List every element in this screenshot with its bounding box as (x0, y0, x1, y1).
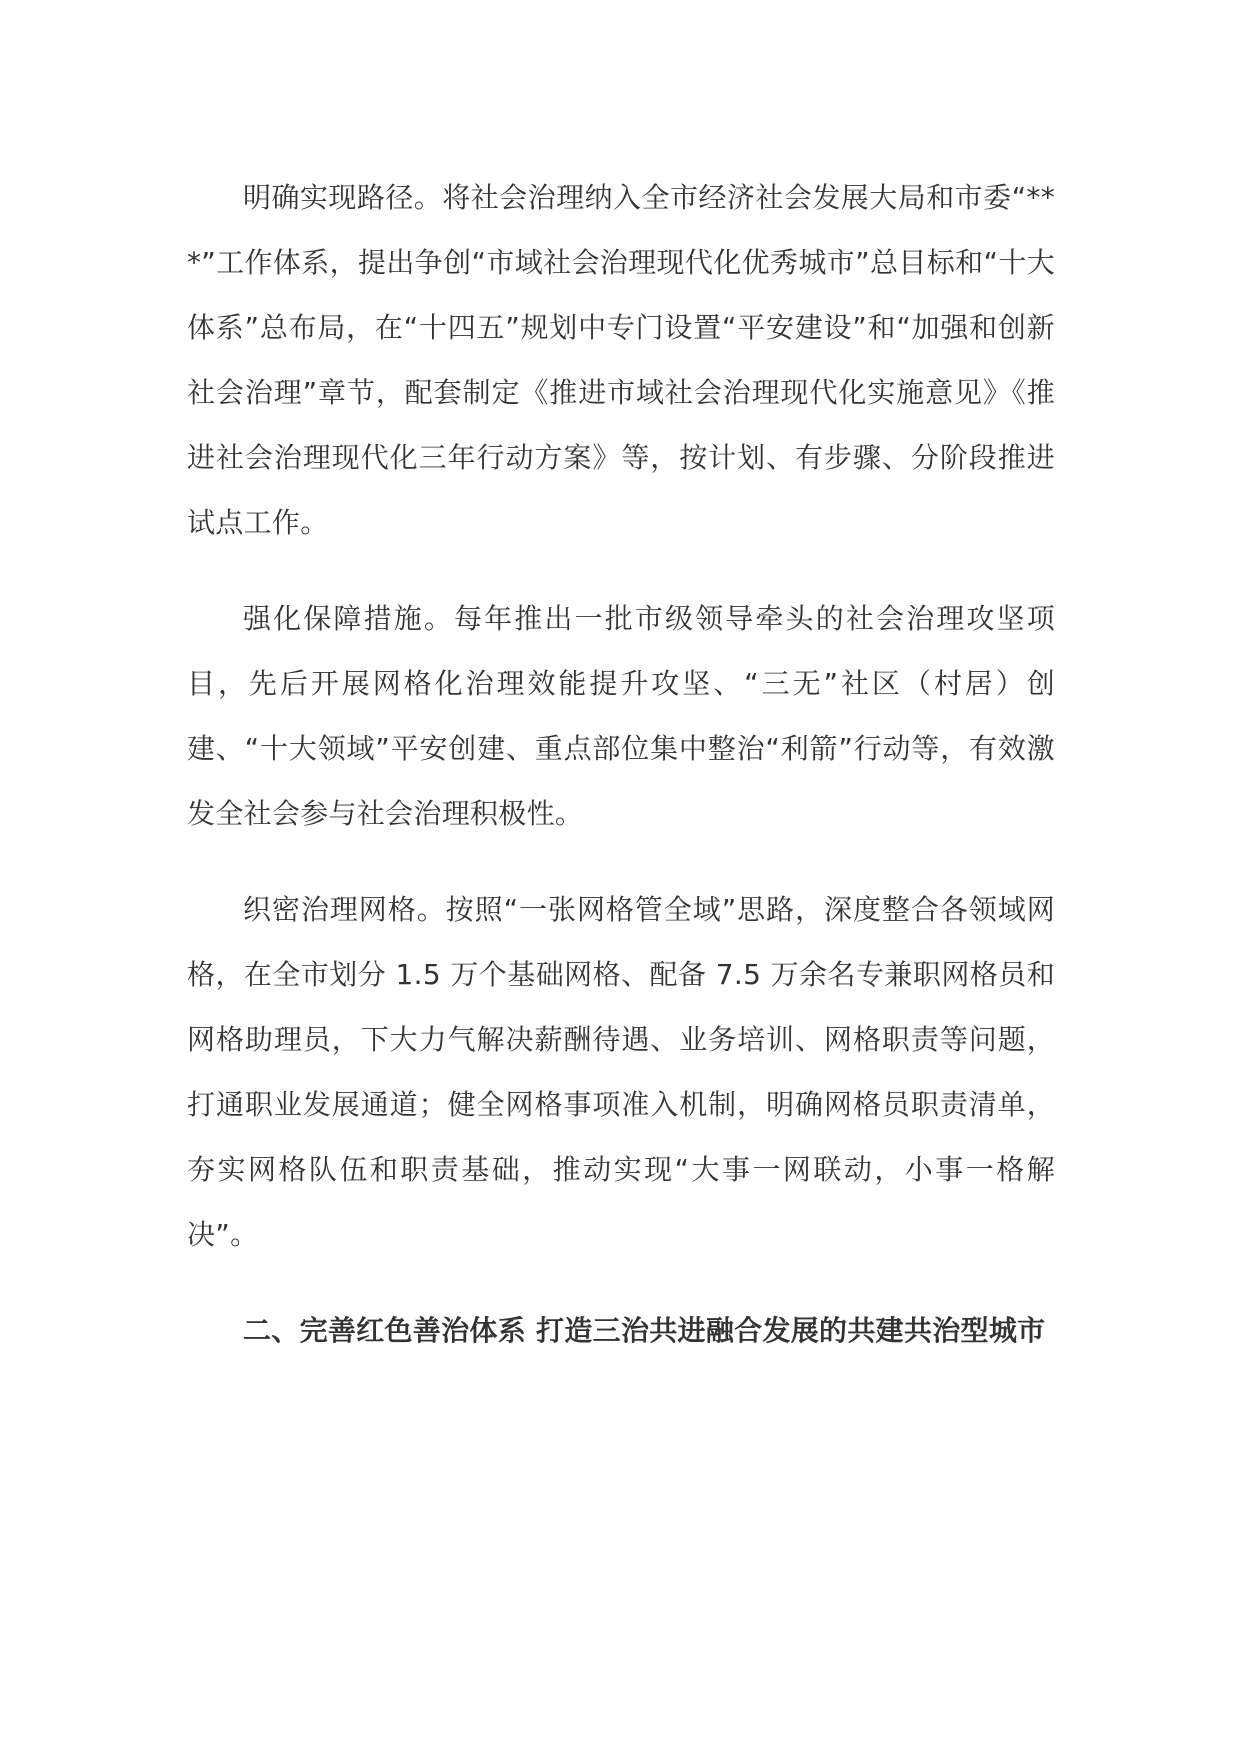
document-body (187, 165, 1055, 1363)
section-heading: 二、完善红色善治体系 打造三治共进融合发展的共建共治型城市 (243, 1314, 1046, 1347)
paragraph-governance-grid: 织密治理网格。按照“一张网格管全域”思路，深度整合各领域网格，在全市划分 1.5 万个基础网格、配备 7.5 万余名专兼职网格员和网格助理员，下大力气解决薪酬待遇、业务培训、网格职责等问题，打通职业发展通道；健全网格事项准入机制，明确网格员职责清单，夯实网格队伍和职责基础，推动实现“大事一网联动，小事一格解决”。 (187, 893, 1055, 1251)
paragraph-implementation-path: 明确实现路径。将社会治理纳入全市经济社会发展大局和市委“***”工作体系，提出争创“市域社会治理现代化优秀城市”总目标和“十大体系”总布局，在“十四五”规划中专门设置“平安建设”和“加强和创新社会治理”章节，配套制定《推进市域社会治理现代化实施意见》《推进社会治理现代化三年行动方案》等，按计划、有步骤、分阶段推进试点工作。 (187, 181, 1055, 539)
paragraph-safeguard-measures: 强化保障措施。每年推出一批市级领导牵头的社会治理攻坚项目，先后开展网格化治理效能提升攻坚、“三无”社区（村居）创建、“十大领域”平安创建、重点部位集中整治“利箭”行动等，有效激发全社会参与社会治理积极性。 (187, 602, 1055, 830)
